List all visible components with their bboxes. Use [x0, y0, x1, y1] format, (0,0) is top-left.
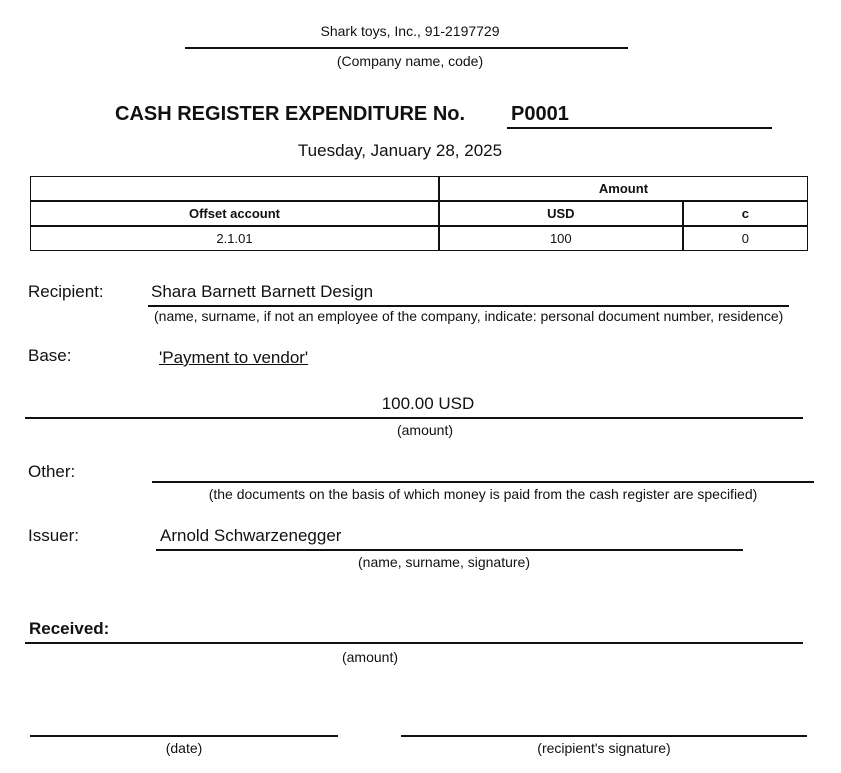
amount-value: 100.00 USD	[381, 394, 475, 413]
issuer-label: Issuer:	[28, 526, 80, 545]
date-underline	[30, 735, 338, 737]
received-underline	[25, 642, 803, 644]
company-underline	[185, 47, 628, 49]
company-name-code: Shark toys, Inc., 91-2197729	[320, 23, 500, 39]
other-underline	[152, 481, 814, 483]
document-number-underline	[507, 127, 772, 129]
table-header-row-group	[31, 177, 808, 202]
table-header-row	[31, 201, 808, 226]
table-header-offset-account: Offset account	[31, 201, 439, 226]
received-label: Received:	[29, 619, 110, 638]
company-caption: (Company name, code)	[336, 53, 484, 69]
table-cell-cents: 0	[683, 226, 808, 251]
issuer-underline	[156, 549, 743, 551]
recipient-underline	[148, 305, 789, 307]
recipient-value: Shara Barnett Barnett Design	[151, 282, 374, 301]
base-label: Base:	[28, 346, 72, 365]
amount-underline	[25, 417, 803, 419]
recipient-label: Recipient:	[28, 282, 104, 301]
document-number: P0001	[511, 103, 569, 125]
table-cell-offset-account: 2.1.01	[31, 226, 439, 251]
recipient-caption: (name, surname, if not an employee of the company, indicate: personal document number, residence)	[154, 308, 784, 324]
document-date: Tuesday, January 28, 2025	[297, 141, 503, 160]
base-value: 'Payment to vendor'	[159, 348, 309, 367]
table-header-cents: c	[683, 201, 808, 226]
amount-table	[30, 176, 808, 251]
other-caption: (the documents on the basis of which money is paid from the cash register are specified)	[208, 486, 758, 502]
received-amount-caption: (amount)	[341, 649, 399, 665]
signature-caption: (recipient's signature)	[537, 740, 671, 756]
signature-underline	[401, 735, 807, 737]
amount-caption: (amount)	[396, 422, 454, 438]
table-header-empty	[31, 177, 439, 202]
document-title: CASH REGISTER EXPENDITURE No.	[115, 103, 466, 125]
date-caption: (date)	[165, 740, 203, 756]
issuer-caption: (name, surname, signature)	[358, 554, 530, 570]
table-header-amount: Amount	[439, 177, 808, 202]
table-cell-usd: 100	[439, 226, 683, 251]
issuer-value: Arnold Schwarzenegger	[160, 526, 342, 545]
other-label: Other:	[28, 462, 76, 481]
table-header-usd: USD	[439, 201, 683, 226]
table-row	[31, 226, 808, 251]
